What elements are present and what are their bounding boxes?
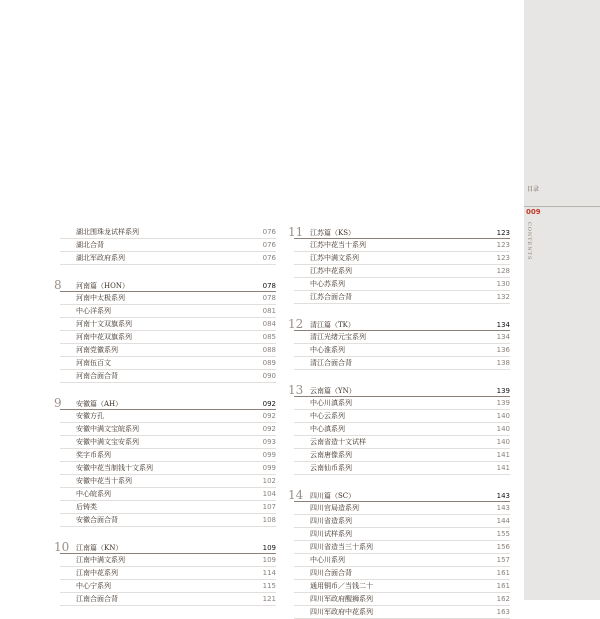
toc-entry[interactable] bbox=[60, 436, 276, 449]
toc-entry[interactable] bbox=[294, 541, 510, 554]
toc-entry[interactable] bbox=[60, 475, 276, 488]
toc-entry-title: 安徽中满文宝皖系列 bbox=[76, 425, 139, 433]
toc-entry[interactable] bbox=[294, 606, 510, 619]
toc-entry-title: 江苏中满文系列 bbox=[310, 254, 359, 262]
section-title: 河南篇（HON） bbox=[76, 282, 129, 290]
toc-entry-page: 123 bbox=[496, 254, 510, 262]
toc-entry-page: 089 bbox=[262, 359, 276, 367]
section-title: 四川篇（SC） bbox=[310, 492, 356, 500]
toc-entry[interactable] bbox=[294, 278, 510, 291]
toc-entry-title: 河南合面合背 bbox=[76, 372, 118, 380]
toc-entry-title: 四川省造系列 bbox=[310, 517, 352, 525]
toc-entry-title: 中心淮系列 bbox=[310, 346, 345, 354]
section-page: 139 bbox=[496, 387, 510, 395]
toc-entry[interactable] bbox=[60, 305, 276, 318]
toc-entry-title: 清江光绪元宝系列 bbox=[310, 333, 366, 341]
toc-entry-page: 121 bbox=[262, 595, 276, 603]
toc-entry[interactable] bbox=[294, 252, 510, 265]
toc-entry-page: 144 bbox=[496, 517, 510, 525]
toc-right-column bbox=[288, 225, 510, 619]
toc-entry[interactable] bbox=[294, 567, 510, 580]
toc-entry-page: 128 bbox=[496, 267, 510, 275]
toc-entry-title: 中心川系列 bbox=[310, 556, 345, 564]
sidebar-vertical-text: CONTENTS bbox=[526, 222, 532, 261]
toc-entry[interactable] bbox=[60, 449, 276, 462]
toc-entry-title: 云南省造十文试样 bbox=[310, 438, 366, 446]
toc-entry-title: 湖北军政府系列 bbox=[76, 254, 125, 262]
toc-entry-title: 河南伍百文 bbox=[76, 359, 111, 367]
toc-entry-page: 093 bbox=[262, 438, 276, 446]
toc-entry-page: 157 bbox=[496, 556, 510, 564]
section-number: 8 bbox=[54, 278, 62, 292]
toc-entry-title: 河南十文双旗系列 bbox=[76, 320, 132, 328]
toc-entry-title: 中心云系列 bbox=[310, 412, 345, 420]
toc-entry[interactable] bbox=[294, 239, 510, 252]
toc-entry-title: 通用铜币／当钱二十 bbox=[310, 582, 373, 590]
section-page: 123 bbox=[496, 229, 510, 237]
section-title: 江南篇（KN） bbox=[76, 544, 123, 552]
toc-entry-page: 134 bbox=[496, 333, 510, 341]
section-title: 云南篇（YN） bbox=[310, 387, 356, 395]
toc-entry-page: 155 bbox=[496, 530, 510, 538]
toc-entry-page: 108 bbox=[262, 516, 276, 524]
section-number: 9 bbox=[54, 396, 62, 410]
toc-entry-page: 163 bbox=[496, 608, 510, 616]
toc-entry-page: 107 bbox=[262, 503, 276, 511]
toc-entry-page: 132 bbox=[496, 293, 510, 301]
section-number: 10 bbox=[54, 540, 70, 554]
toc-section-heading[interactable] bbox=[54, 396, 276, 410]
toc-entry-title: 云南仙币系列 bbox=[310, 464, 352, 472]
toc-entry-page: 123 bbox=[496, 241, 510, 249]
toc-entry-title: 江苏中花系列 bbox=[310, 267, 352, 275]
toc-entry-title: 四川省造当三十系列 bbox=[310, 543, 373, 551]
toc-entry-page: 140 bbox=[496, 438, 510, 446]
toc-entry-title: 四川军政府醒狮系列 bbox=[310, 595, 373, 603]
toc-entry-page: 136 bbox=[496, 346, 510, 354]
toc-entry-title: 奖字币系列 bbox=[76, 451, 111, 459]
toc-entry-title: 江南合面合背 bbox=[76, 595, 118, 603]
toc-entry-page: 099 bbox=[262, 464, 276, 472]
toc-entry-title: 云南唐像系列 bbox=[310, 451, 352, 459]
toc-section-heading[interactable] bbox=[288, 225, 510, 239]
toc-entry[interactable] bbox=[60, 423, 276, 436]
toc-left-column bbox=[54, 226, 276, 606]
toc-entry[interactable] bbox=[60, 292, 276, 305]
toc-entry-title: 中心皖系列 bbox=[76, 490, 111, 498]
toc-entry[interactable] bbox=[60, 318, 276, 331]
toc-entry[interactable] bbox=[294, 331, 510, 344]
toc-section-heading[interactable] bbox=[288, 317, 510, 331]
toc-entry-title: 江苏合面合背 bbox=[310, 293, 352, 301]
toc-entry[interactable] bbox=[294, 291, 510, 304]
toc-entry-page: 114 bbox=[262, 569, 276, 577]
toc-entry-page: 085 bbox=[262, 333, 276, 341]
sidebar-label: 目录 bbox=[527, 186, 540, 193]
toc-entry[interactable] bbox=[294, 449, 510, 462]
toc-entry[interactable] bbox=[60, 554, 276, 567]
toc-entry[interactable] bbox=[60, 410, 276, 423]
toc-section-heading[interactable] bbox=[54, 540, 276, 554]
toc-entry-page: 081 bbox=[262, 307, 276, 315]
toc-entry[interactable] bbox=[294, 580, 510, 593]
section-page: 109 bbox=[262, 544, 276, 552]
toc-entry[interactable] bbox=[60, 514, 276, 527]
toc-entry-page: 138 bbox=[496, 359, 510, 367]
toc-entry-page: 140 bbox=[496, 412, 510, 420]
section-number: 14 bbox=[288, 488, 304, 502]
toc-entry[interactable] bbox=[294, 436, 510, 449]
toc-entry-page: 102 bbox=[262, 477, 276, 485]
toc-entry-page: 099 bbox=[262, 451, 276, 459]
toc-section-heading[interactable] bbox=[288, 488, 510, 502]
toc-entry-page: 141 bbox=[496, 451, 510, 459]
toc-entry-title: 河南中太极系列 bbox=[76, 294, 125, 302]
toc-entry[interactable] bbox=[294, 462, 510, 475]
toc-entry-page: 141 bbox=[496, 464, 510, 472]
toc-entry-page: 115 bbox=[262, 582, 276, 590]
section-number: 12 bbox=[288, 317, 304, 331]
toc-entry-page: 092 bbox=[262, 412, 276, 420]
section-title: 江苏篇（KS） bbox=[310, 229, 356, 237]
toc-entry-page: 076 bbox=[262, 254, 276, 262]
sidebar-panel bbox=[524, 0, 600, 600]
toc-entry-title: 四川军政府中花系列 bbox=[310, 608, 373, 616]
toc-entry-title: 四川官局造系列 bbox=[310, 504, 359, 512]
toc-entry-page: 161 bbox=[496, 569, 510, 577]
toc-entry-page: 161 bbox=[496, 582, 510, 590]
section-number: 11 bbox=[288, 225, 304, 239]
sidebar-rule bbox=[524, 206, 600, 207]
toc-entry-title: 安徽合面合背 bbox=[76, 516, 118, 524]
toc-entry-page: 090 bbox=[262, 372, 276, 380]
toc-entry-title: 江南中满文系列 bbox=[76, 556, 125, 564]
toc-entry-page: 092 bbox=[262, 425, 276, 433]
toc-entry[interactable] bbox=[60, 567, 276, 580]
toc-entry[interactable] bbox=[294, 554, 510, 567]
toc-entry-title: 后铸类 bbox=[76, 503, 97, 511]
toc-entry-page: 109 bbox=[262, 556, 276, 564]
toc-entry[interactable] bbox=[60, 462, 276, 475]
toc-entry-title: 湖北围珠龙试样系列 bbox=[76, 228, 139, 236]
toc-entry-title: 江苏中花当十系列 bbox=[310, 241, 366, 249]
toc-entry-page: 162 bbox=[496, 595, 510, 603]
toc-entry-title: 中心川滇系列 bbox=[310, 399, 352, 407]
toc-entry-page: 139 bbox=[496, 399, 510, 407]
toc-entry[interactable] bbox=[294, 397, 510, 410]
toc-entry-page: 140 bbox=[496, 425, 510, 433]
toc-entry-title: 安徽中花当制钱十文系列 bbox=[76, 464, 153, 472]
toc-entry[interactable] bbox=[60, 344, 276, 357]
toc-entry-title: 四川试样系列 bbox=[310, 530, 352, 538]
toc-entry[interactable] bbox=[294, 528, 510, 541]
section-number: 13 bbox=[288, 383, 304, 397]
section-page: 143 bbox=[496, 492, 510, 500]
toc-entry-title: 安徽中满文宝安系列 bbox=[76, 438, 139, 446]
toc-entry-page: 084 bbox=[262, 320, 276, 328]
toc-entry-page: 076 bbox=[262, 241, 276, 249]
toc-entry[interactable] bbox=[294, 423, 510, 436]
toc-entry[interactable] bbox=[294, 265, 510, 278]
toc-entry[interactable] bbox=[294, 515, 510, 528]
toc-entry-page: 104 bbox=[262, 490, 276, 498]
toc-entry-title: 中心宁系列 bbox=[76, 582, 111, 590]
toc-entry-page: 130 bbox=[496, 280, 510, 288]
toc-entry-title: 江南中花系列 bbox=[76, 569, 118, 577]
toc-section-heading[interactable] bbox=[288, 383, 510, 397]
toc-entry[interactable] bbox=[60, 501, 276, 514]
toc-entry-page: 076 bbox=[262, 228, 276, 236]
toc-entry-title: 安徽中花当十系列 bbox=[76, 477, 132, 485]
section-page: 092 bbox=[262, 400, 276, 408]
toc-entry-title: 清江合面合背 bbox=[310, 359, 352, 367]
toc-entry[interactable] bbox=[60, 370, 276, 383]
toc-entry-title: 中心滇系列 bbox=[310, 425, 345, 433]
toc-entry[interactable] bbox=[60, 252, 276, 265]
toc-entry[interactable] bbox=[294, 344, 510, 357]
toc-section-heading[interactable] bbox=[54, 278, 276, 292]
toc-entry[interactable] bbox=[294, 410, 510, 423]
toc-entry[interactable] bbox=[294, 502, 510, 515]
toc-entry[interactable] bbox=[60, 226, 276, 239]
toc-entry-title: 湖北合背 bbox=[76, 241, 104, 249]
section-title: 安徽篇（AH） bbox=[76, 400, 123, 408]
toc-entry-page: 156 bbox=[496, 543, 510, 551]
toc-entry[interactable] bbox=[294, 357, 510, 370]
toc-entry[interactable] bbox=[60, 580, 276, 593]
toc-entry-title: 安徽方孔 bbox=[76, 412, 104, 420]
toc-entry-page: 088 bbox=[262, 346, 276, 354]
section-page: 134 bbox=[496, 321, 510, 329]
toc-entry-title: 河南党徽系列 bbox=[76, 346, 118, 354]
sidebar-page-number: 009 bbox=[526, 208, 541, 216]
toc-entry[interactable] bbox=[60, 331, 276, 344]
section-page: 078 bbox=[262, 282, 276, 290]
section-title: 清江篇（TK） bbox=[310, 321, 355, 329]
toc-entry[interactable] bbox=[60, 488, 276, 501]
toc-entry-title: 中心苏系列 bbox=[310, 280, 345, 288]
toc-entry-title: 河南中花双旗系列 bbox=[76, 333, 132, 341]
toc-entry[interactable] bbox=[60, 357, 276, 370]
toc-entry-title: 四川合面合背 bbox=[310, 569, 352, 577]
toc-entry[interactable] bbox=[60, 239, 276, 252]
toc-entry-page: 143 bbox=[496, 504, 510, 512]
toc-entry-title: 中心洋系列 bbox=[76, 307, 111, 315]
toc-entry-page: 078 bbox=[262, 294, 276, 302]
